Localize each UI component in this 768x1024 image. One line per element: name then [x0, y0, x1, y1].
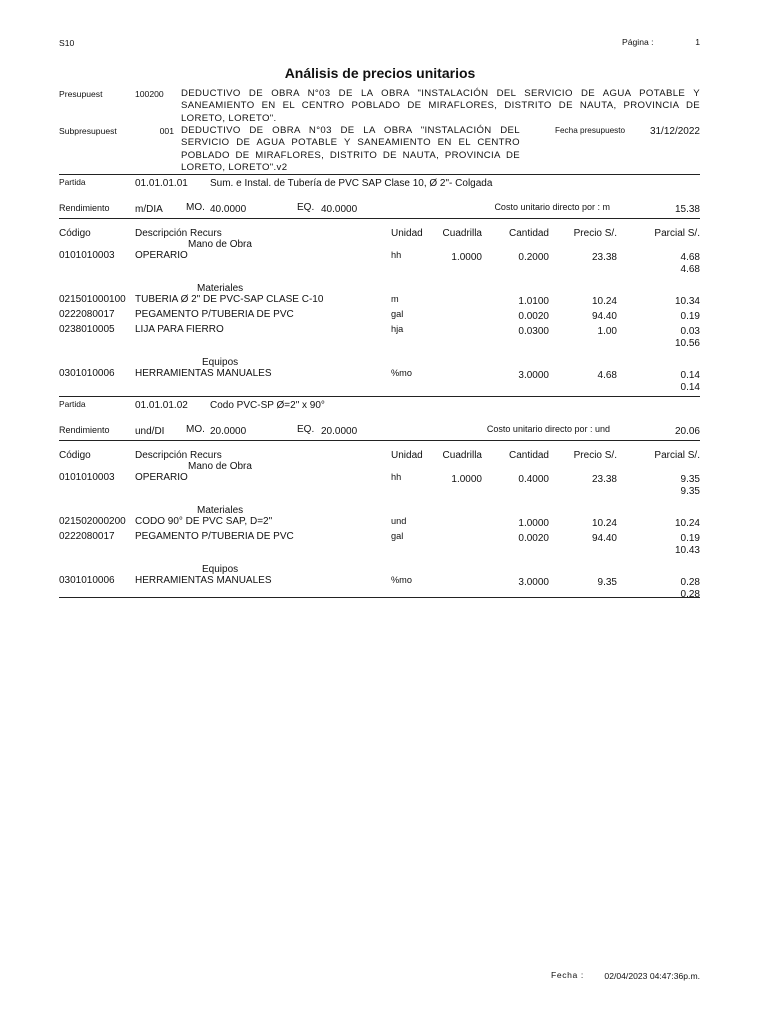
group-subtotal: 10.56 [674, 338, 700, 349]
resource-cantidad: 3.0000 [518, 370, 549, 381]
group-title: Mano de Obra [188, 239, 252, 250]
costo-unitario-label: Costo unitario directo por : m [494, 202, 610, 212]
resource-descripcion: HERRAMIENTAS MANUALES [135, 368, 272, 379]
footer-fecha-value: 02/04/2023 04:47:36p.m. [604, 971, 700, 981]
resource-unidad: %mo [391, 575, 412, 585]
resource-unidad: hh [391, 472, 402, 482]
rendimiento-unit: und/DI [135, 426, 165, 437]
resource-descripcion: LIJA PARA FIERRO [135, 324, 224, 335]
resource-codigo: 0301010006 [59, 368, 115, 379]
resource-descripcion: OPERARIO [135, 250, 188, 261]
subpresupuesto-description [181, 125, 520, 174]
subpresupuesto-line: POBLADO DE MIRAFLORES, DISTRITO DE NAUTA, PROVINCIA DE [181, 149, 520, 161]
resource-unidad: gal [391, 531, 404, 541]
rendimiento-rule [59, 218, 700, 219]
partida-bottom-rule [59, 597, 700, 598]
group-subtotal: 10.43 [674, 545, 700, 556]
partida-code: 01.01.01.02 [135, 400, 188, 411]
resource-parcial: 0.03 [680, 326, 700, 337]
column-header-cuadrilla: Cuadrilla [442, 450, 482, 461]
presupuesto-line: DEDUCTIVO DE OBRA N°03 DE LA OBRA "INSTALACIÓN DEL SERVICIO DE AGUA POTABLE Y [181, 88, 700, 99]
partida-code: 01.01.01.01 [135, 178, 188, 189]
resource-descripcion: TUBERIA Ø 2" DE PVC-SAP CLASE C-10 [135, 294, 324, 305]
resource-codigo: 0101010003 [59, 250, 115, 261]
presupuesto-description [181, 88, 700, 125]
column-header-cantidad: Cantidad [508, 450, 549, 461]
mo-value: 20.0000 [210, 426, 247, 437]
costo-unitario-value: 15.38 [674, 204, 700, 215]
costo-unitario-label: Costo unitario directo por : und [486, 424, 610, 434]
resource-codigo: 0222080017 [59, 531, 115, 542]
presupuesto-line: LORETO, LORETO". [181, 112, 277, 124]
fecha-presupuesto-label: Fecha presupuesto [555, 126, 626, 135]
resource-codigo: 0238010005 [59, 324, 115, 335]
resource-unidad: und [391, 516, 407, 526]
resource-cantidad: 0.2000 [518, 252, 549, 263]
resource-parcial: 0.19 [680, 311, 700, 322]
resource-unidad: hh [391, 250, 402, 260]
resource-parcial: 9.35 [680, 474, 700, 485]
partida-name: Codo PVC-SP Ø=2" x 90° [210, 400, 325, 411]
resource-descripcion: HERRAMIENTAS MANUALES [135, 575, 272, 586]
rendimiento-label: Rendimiento [59, 425, 110, 435]
group-title: Equipos [202, 564, 239, 575]
resource-unidad: %mo [391, 368, 412, 378]
rendimiento-rule [59, 440, 700, 441]
eq-value: 40.0000 [321, 204, 358, 215]
resource-precio: 1.00 [597, 326, 617, 337]
resource-cuadrilla: 1.0000 [451, 474, 482, 485]
eq-value: 20.0000 [321, 426, 358, 437]
resource-cantidad: 0.0020 [518, 533, 549, 544]
eq-label: EQ. [297, 202, 315, 213]
resource-precio: 94.40 [591, 533, 617, 544]
column-header-unidad: Unidad [391, 450, 423, 461]
resource-descripcion: CODO 90° DE PVC SAP, D=2" [135, 516, 273, 527]
resource-cantidad: 1.0100 [518, 296, 549, 307]
resource-precio: 10.24 [591, 296, 617, 307]
page-number: 1 [695, 37, 700, 47]
presupuesto-line: SANEAMIENTO EN EL CENTRO POBLADO DE MIRAFLORES, DISTRITO DE NAUTA, PROVINCIA DE [181, 100, 700, 112]
system-label: S10 [59, 38, 75, 48]
group-title: Materiales [197, 505, 244, 516]
rendimiento-unit: m/DIA [135, 204, 163, 215]
resource-descripcion: PEGAMENTO P/TUBERIA DE PVC [135, 531, 294, 542]
column-header-descripcion: Descripción Recurs [135, 228, 222, 239]
resource-cantidad: 0.0020 [518, 311, 549, 322]
subpresupuesto-line: LORETO, LORETO".v2 [181, 161, 288, 173]
partida-label: Partida [59, 399, 86, 409]
resource-parcial: 0.28 [680, 577, 700, 588]
group-subtotal: 0.28 [680, 589, 700, 600]
resource-parcial: 0.19 [680, 533, 700, 544]
resource-precio: 9.35 [597, 577, 617, 588]
column-header-precio: Precio S/. [573, 228, 617, 239]
page-label: Página : [622, 37, 654, 47]
resource-parcial: 10.24 [674, 518, 700, 529]
partida-top-rule [59, 396, 700, 397]
partida-name: Sum. e Instal. de Tubería de PVC SAP Clase 10, Ø 2"- Colgada [210, 178, 493, 189]
resource-cuadrilla: 1.0000 [451, 252, 482, 263]
resource-precio: 10.24 [591, 518, 617, 529]
column-header-cuadrilla: Cuadrilla [442, 228, 482, 239]
resource-unidad: hja [391, 324, 404, 334]
resource-codigo: 0222080017 [59, 309, 115, 320]
column-header-codigo: Código [59, 450, 91, 461]
column-header-descripcion: Descripción Recurs [135, 450, 222, 461]
resource-precio: 4.68 [597, 370, 617, 381]
partida-top-rule [59, 174, 700, 175]
group-title: Mano de Obra [188, 461, 252, 472]
subpresupuesto-label: Subpresupuest [59, 126, 117, 136]
resource-descripcion: PEGAMENTO P/TUBERIA DE PVC [135, 309, 294, 320]
presupuesto-label: Presupuest [59, 89, 103, 99]
resource-cantidad: 1.0000 [518, 518, 549, 529]
resource-codigo: 021502000200 [59, 516, 126, 527]
column-header-cantidad: Cantidad [508, 228, 549, 239]
resource-codigo: 021501000100 [59, 294, 126, 305]
subpresupuesto-code: 001 [159, 126, 174, 136]
eq-label: EQ. [297, 424, 315, 435]
footer-fecha-label: Fecha : [551, 970, 584, 980]
column-header-parcial: Parcial S/. [654, 450, 700, 461]
subpresupuesto-line: DEDUCTIVO DE OBRA N°03 DE LA OBRA "INSTALACIÓN DEL [181, 125, 520, 136]
resource-unidad: m [391, 294, 399, 304]
partida-label: Partida [59, 177, 86, 187]
mo-value: 40.0000 [210, 204, 247, 215]
column-header-precio: Precio S/. [573, 450, 617, 461]
resource-cantidad: 3.0000 [518, 577, 549, 588]
resource-precio: 94.40 [591, 311, 617, 322]
resource-descripcion: OPERARIO [135, 472, 188, 483]
resource-parcial: 10.34 [674, 296, 700, 307]
resource-cantidad: 0.0300 [518, 326, 549, 337]
column-header-parcial: Parcial S/. [654, 228, 700, 239]
group-subtotal: 9.35 [680, 486, 700, 497]
group-subtotal: 4.68 [680, 264, 700, 275]
rendimiento-label: Rendimiento [59, 203, 110, 213]
group-title: Equipos [202, 357, 239, 368]
resource-precio: 23.38 [591, 252, 617, 263]
mo-label: MO. [186, 424, 205, 435]
presupuesto-code: 100200 [135, 89, 164, 99]
resource-cantidad: 0.4000 [518, 474, 549, 485]
group-title: Materiales [197, 283, 244, 294]
page-title: Análisis de precios unitarios [284, 65, 476, 81]
resource-precio: 23.38 [591, 474, 617, 485]
resource-parcial: 0.14 [680, 370, 700, 381]
resource-unidad: gal [391, 309, 404, 319]
resource-codigo: 0301010006 [59, 575, 115, 586]
subpresupuesto-line: SERVICIO DE AGUA POTABLE Y SANEAMIENTO EN EL CENTRO [181, 137, 520, 149]
column-header-unidad: Unidad [391, 228, 423, 239]
mo-label: MO. [186, 202, 205, 213]
group-subtotal: 0.14 [680, 382, 700, 393]
fecha-presupuesto-value: 31/12/2022 [649, 126, 700, 137]
resource-codigo: 0101010003 [59, 472, 115, 483]
costo-unitario-value: 20.06 [674, 426, 700, 437]
resource-parcial: 4.68 [680, 252, 700, 263]
column-header-codigo: Código [59, 228, 91, 239]
